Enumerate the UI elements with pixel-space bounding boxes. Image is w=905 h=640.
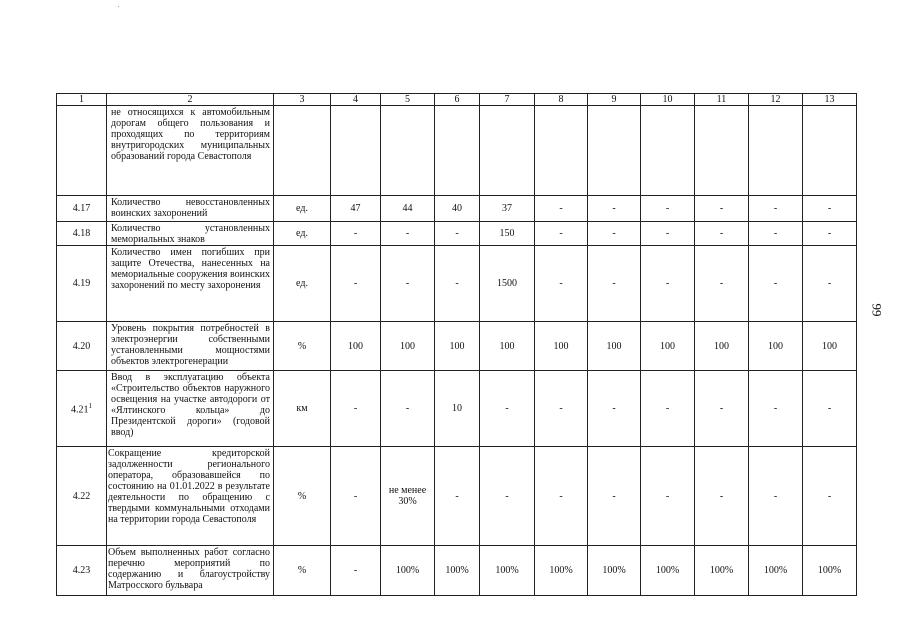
value-cell: -	[480, 371, 535, 447]
table-row	[57, 246, 857, 322]
value-cell: -	[480, 447, 535, 546]
row-number-superscript: 1	[88, 402, 92, 411]
table-row	[57, 106, 857, 196]
value-cell	[641, 106, 695, 196]
header-row	[57, 94, 857, 106]
table-row	[57, 546, 857, 596]
value-cell: -	[803, 222, 857, 246]
value-cell: -	[588, 246, 641, 322]
value-cell	[535, 106, 588, 196]
table-body	[57, 94, 857, 596]
value-cell: -	[749, 447, 803, 546]
table-row	[57, 222, 857, 246]
value-cell: -	[435, 222, 480, 246]
value-cell: -	[535, 196, 588, 222]
table-row	[57, 371, 857, 447]
unit-cell: км	[274, 371, 331, 447]
indicator-description: Объем выполненных работ согласно перечню мероприятий по содержанию и благоустройству Матросского бульвара	[107, 546, 274, 596]
value-cell: -	[749, 222, 803, 246]
value-cell: -	[641, 246, 695, 322]
value-cell: -	[588, 196, 641, 222]
value-cell: -	[803, 371, 857, 447]
value-cell: -	[331, 546, 381, 596]
value-cell: -	[535, 371, 588, 447]
unit-cell: ед.	[274, 246, 331, 322]
indicator-description: Количество имен погибших при защите Отечества, нанесенных на мемориальные сооружения воинских захоронений по месту захоронения	[107, 246, 274, 322]
column-header: 1	[57, 94, 107, 106]
column-header: 2	[107, 94, 274, 106]
page-number: 99	[869, 303, 885, 317]
value-cell: 100	[331, 322, 381, 371]
column-header: 8	[535, 94, 588, 106]
row-number	[57, 106, 107, 196]
value-cell: 100	[695, 322, 749, 371]
column-header: 9	[588, 94, 641, 106]
value-cell: 100%	[749, 546, 803, 596]
unit-cell: ед.	[274, 222, 331, 246]
value-cell: -	[535, 447, 588, 546]
column-header: 6	[435, 94, 480, 106]
value-cell: -	[588, 371, 641, 447]
column-header: 13	[803, 94, 857, 106]
indicator-description: Количество установленных мемориальных знаков	[107, 222, 274, 246]
row-number: 4.19	[57, 246, 107, 322]
value-cell: -	[535, 246, 588, 322]
value-cell	[480, 106, 535, 196]
indicator-description: Количество невосстановленных воинских захоронений	[107, 196, 274, 222]
value-cell: 100%	[803, 546, 857, 596]
value-cell: -	[641, 371, 695, 447]
value-cell: -	[695, 196, 749, 222]
value-cell: -	[435, 447, 480, 546]
column-header: 4	[331, 94, 381, 106]
table-row	[57, 447, 857, 546]
value-cell	[749, 106, 803, 196]
value-cell: не менее 30%	[381, 447, 435, 546]
column-header: 10	[641, 94, 695, 106]
value-cell: -	[695, 222, 749, 246]
value-cell: -	[803, 447, 857, 546]
unit-cell: %	[274, 546, 331, 596]
value-cell: -	[695, 447, 749, 546]
value-cell: -	[435, 246, 480, 322]
value-cell: -	[331, 246, 381, 322]
value-cell: 100	[588, 322, 641, 371]
value-cell: 100%	[535, 546, 588, 596]
value-cell: 1500	[480, 246, 535, 322]
value-cell: -	[331, 447, 381, 546]
value-cell: 10	[435, 371, 480, 447]
value-cell: -	[381, 222, 435, 246]
value-cell: -	[749, 246, 803, 322]
column-header: 12	[749, 94, 803, 106]
row-number: 4.21$^1$	[57, 371, 107, 447]
column-header: 11	[695, 94, 749, 106]
value-cell: 40	[435, 196, 480, 222]
value-cell: 100	[435, 322, 480, 371]
value-cell: -	[331, 371, 381, 447]
value-cell: 100%	[381, 546, 435, 596]
unit-cell: %	[274, 322, 331, 371]
row-number: 4.20	[57, 322, 107, 371]
value-cell: -	[381, 246, 435, 322]
value-cell: -	[641, 222, 695, 246]
value-cell: 100	[535, 322, 588, 371]
row-number: 4.23	[57, 546, 107, 596]
column-header: 3	[274, 94, 331, 106]
indicator-description: Сокращение кредиторской задолженности регионального оператора, образовавшейся по состоянию на 01.01.2022 в результате деятельности по обращению с твердыми коммунальными отходами на территории города Севастополя	[107, 447, 274, 546]
value-cell: 150	[480, 222, 535, 246]
value-cell: 37	[480, 196, 535, 222]
value-cell: 100%	[588, 546, 641, 596]
unit-cell: %	[274, 447, 331, 546]
value-cell: -	[695, 246, 749, 322]
value-cell: -	[695, 371, 749, 447]
value-cell: 100	[803, 322, 857, 371]
value-cell: -	[749, 371, 803, 447]
value-cell: -	[803, 196, 857, 222]
table-row	[57, 322, 857, 371]
value-cell	[331, 106, 381, 196]
unit-cell: ед.	[274, 196, 331, 222]
value-cell: 100%	[480, 546, 535, 596]
indicator-description: не относящихся к автомобильным дорогам общего пользования и проходящих по территориям внутригородских муниципальных образований города Севастополя	[107, 106, 274, 196]
value-cell: -	[381, 371, 435, 447]
column-header: 7	[480, 94, 535, 106]
indicator-description: Ввод в эксплуатацию объекта «Строительство объектов наружного освещения на участке автодороги от «Ялтинского кольца» до Президентской дороги» (годовой ввод)	[107, 371, 274, 447]
value-cell	[803, 106, 857, 196]
value-cell: 100%	[435, 546, 480, 596]
indicator-description: Уровень покрытия потребностей в электроэнергии собственными установленными мощностями объектов электрогенерации	[107, 322, 274, 371]
column-header: 5	[381, 94, 435, 106]
value-cell: -	[641, 447, 695, 546]
value-cell: 100%	[695, 546, 749, 596]
table-row	[57, 196, 857, 222]
value-cell	[381, 106, 435, 196]
row-number: 4.18	[57, 222, 107, 246]
value-cell: -	[588, 222, 641, 246]
scan-speck	[118, 6, 119, 7]
value-cell: 100%	[641, 546, 695, 596]
value-cell	[435, 106, 480, 196]
value-cell: 44	[381, 196, 435, 222]
value-cell: -	[749, 196, 803, 222]
value-cell: -	[535, 222, 588, 246]
value-cell: -	[803, 246, 857, 322]
value-cell: 100	[480, 322, 535, 371]
value-cell: -	[588, 447, 641, 546]
value-cell: 100	[749, 322, 803, 371]
indicator-table	[56, 93, 857, 596]
value-cell: -	[641, 196, 695, 222]
value-cell: 47	[331, 196, 381, 222]
value-cell: 100	[641, 322, 695, 371]
row-number: 4.17	[57, 196, 107, 222]
value-cell: -	[331, 222, 381, 246]
value-cell: 100	[381, 322, 435, 371]
value-cell	[588, 106, 641, 196]
row-number: 4.22	[57, 447, 107, 546]
value-cell	[695, 106, 749, 196]
unit-cell	[274, 106, 331, 196]
